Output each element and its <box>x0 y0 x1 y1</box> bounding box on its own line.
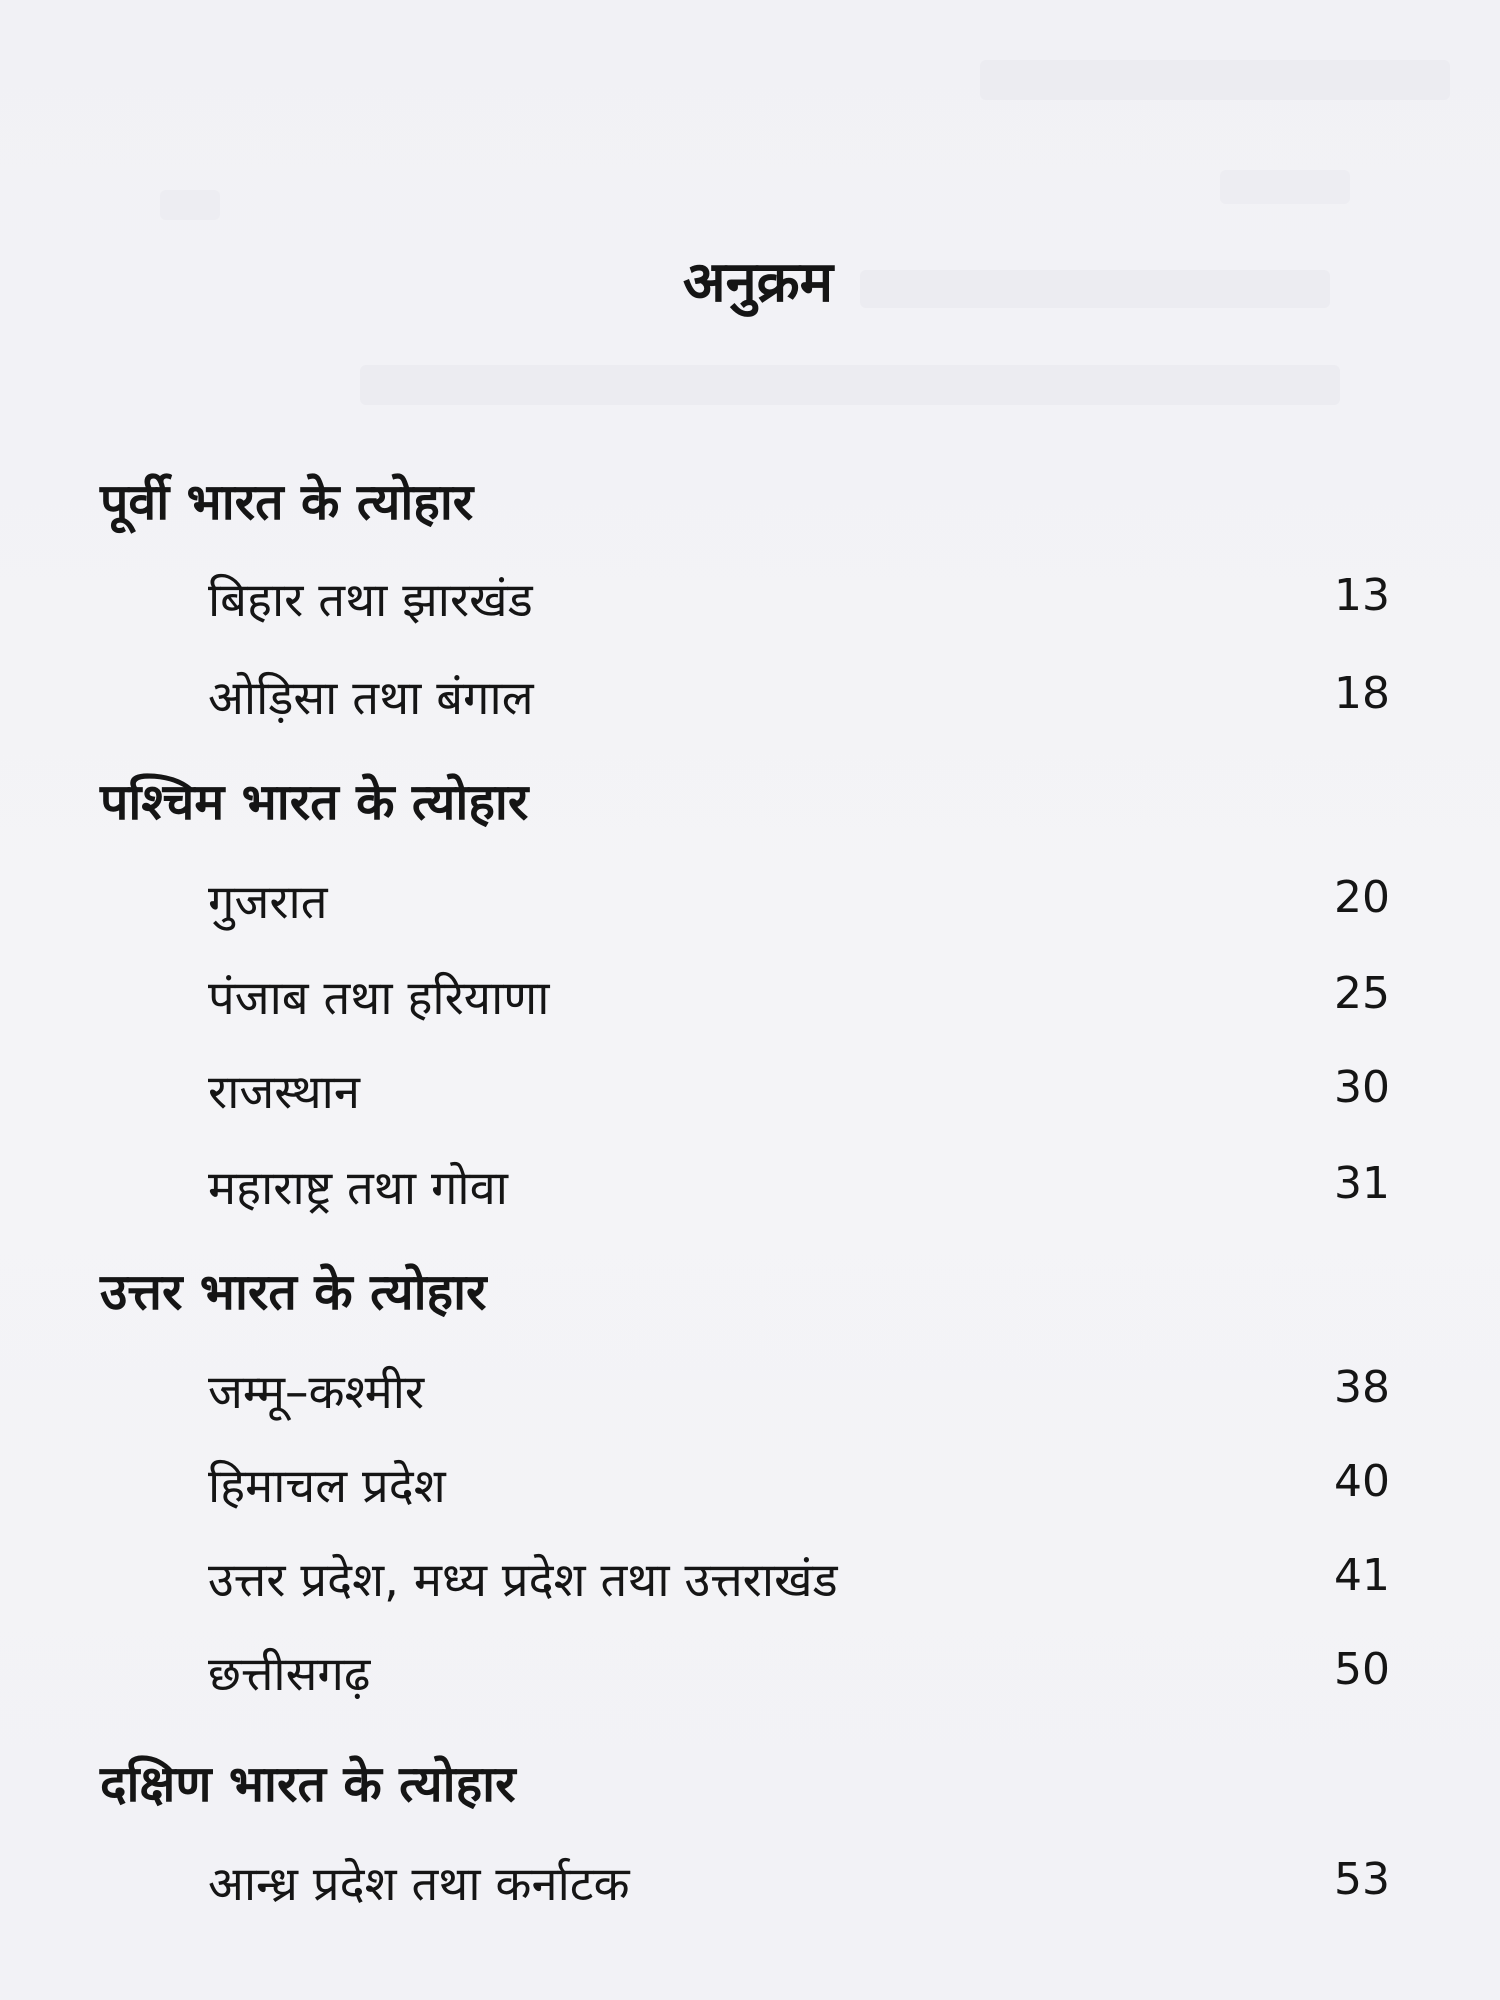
toc-entry-page: 13 <box>1334 570 1390 621</box>
toc-entry-page: 18 <box>1334 668 1390 719</box>
bleed-through-mark <box>360 365 1340 405</box>
toc-entry-label: पंजाब तथा हरियाणा <box>208 971 550 1026</box>
toc-entry-label: आन्ध्र प्रदेश तथा कर्नाटक <box>208 1857 630 1912</box>
toc-entry[interactable] <box>208 868 1390 934</box>
section-heading-east: पूर्वी भारत के त्योहार <box>100 473 474 531</box>
toc-entry-page: 41 <box>1334 1550 1390 1601</box>
toc-entry-label: छत्तीसगढ़ <box>208 1647 371 1702</box>
page-title: अनुक्रम <box>682 250 834 315</box>
toc-entry-label: उत्तर प्रदेश, मध्य प्रदेश तथा उत्तराखंड <box>208 1553 838 1608</box>
toc-entry[interactable] <box>208 1452 1390 1518</box>
toc-entry[interactable] <box>208 1640 1390 1706</box>
toc-entry[interactable] <box>208 1850 1390 1916</box>
toc-entry-page: 38 <box>1334 1362 1390 1413</box>
toc-entry-page: 31 <box>1334 1158 1390 1209</box>
toc-entry-page: 30 <box>1334 1062 1390 1113</box>
toc-entry-label: ओड़िसा तथा बंगाल <box>208 671 534 726</box>
section-heading-south: दक्षिण भारत के त्योहार <box>100 1755 516 1813</box>
bleed-through-mark <box>160 190 220 220</box>
toc-entry-page: 25 <box>1334 968 1390 1019</box>
toc-entry-page: 53 <box>1334 1854 1390 1905</box>
toc-entry[interactable] <box>208 664 1390 730</box>
toc-entry-label: हिमाचल प्रदेश <box>208 1459 446 1514</box>
toc-entry-label: गुजरात <box>208 875 328 930</box>
section-heading-west: पश्चिम भारत के त्योहार <box>100 773 529 831</box>
toc-entry[interactable] <box>208 1058 1390 1124</box>
toc-entry[interactable] <box>208 566 1390 632</box>
toc-entry[interactable] <box>208 1154 1390 1220</box>
toc-entry-page: 40 <box>1334 1456 1390 1507</box>
toc-entry-page: 20 <box>1334 872 1390 923</box>
section-heading-north: उत्तर भारत के त्योहार <box>100 1263 487 1321</box>
bleed-through-mark <box>980 60 1450 100</box>
toc-entry[interactable] <box>208 964 1390 1030</box>
toc-entry[interactable] <box>208 1358 1390 1424</box>
toc-entry-label: जम्मू–कश्मीर <box>208 1365 425 1420</box>
bleed-through-mark <box>1220 170 1350 204</box>
toc-entry-label: राजस्थान <box>208 1065 360 1120</box>
toc-entry-label: महाराष्ट्र तथा गोवा <box>208 1161 508 1216</box>
toc-entry-label: बिहार तथा झारखंड <box>208 573 533 628</box>
toc-entry[interactable] <box>208 1546 1390 1612</box>
toc-entry-page: 50 <box>1334 1644 1390 1695</box>
